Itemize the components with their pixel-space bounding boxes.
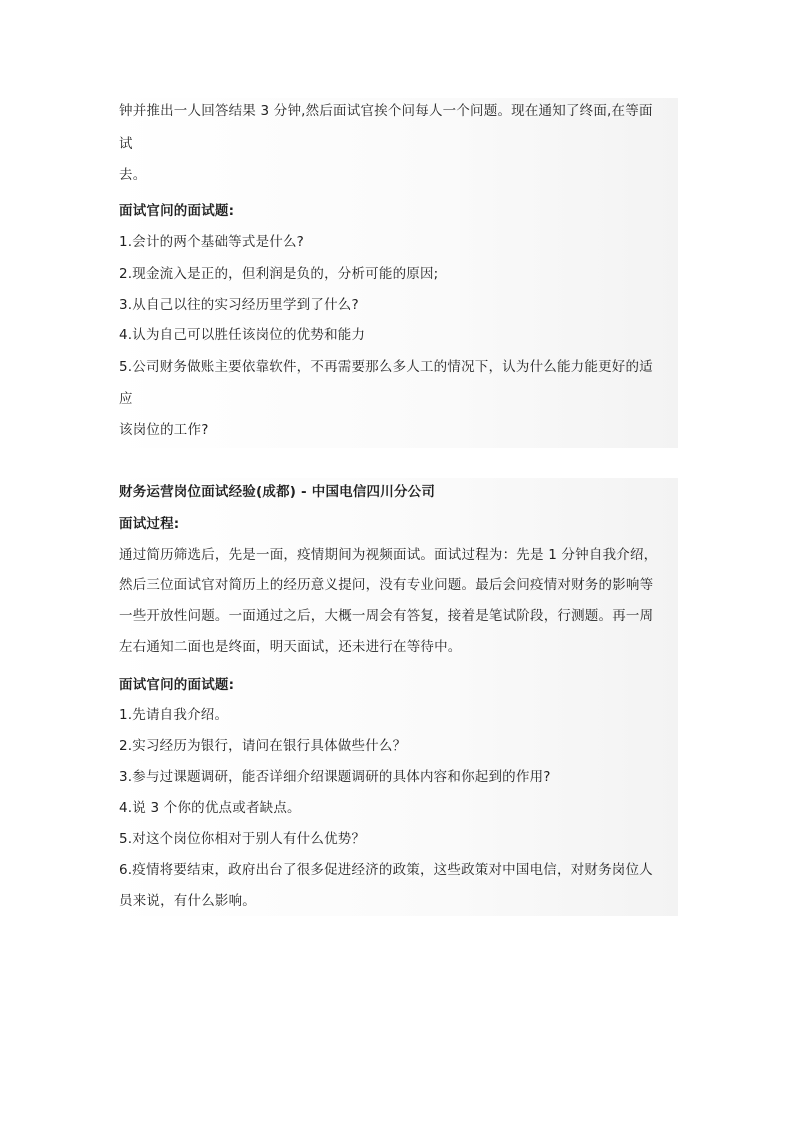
paragraph-line: 通过简历筛选后，先是一面，疫情期间为视频面试。面试过程为：先是 1 分钟自我介绍， (119, 547, 658, 563)
question-item: 3.参与过课题调研，能否详细介绍课题调研的具体内容和你起到的作用? (119, 769, 551, 785)
section2-background (112, 478, 678, 916)
paragraph-line: 试 (119, 136, 133, 152)
question-item: 5.公司财务做账主要依靠软件，不再需要那么多人工的情况下，认为什么能力能更好的适 (119, 359, 653, 375)
paragraph-line: 钟并推出一人回答结果 3 分钟,然后面试官挨个问每人一个问题。现在通知了终面,在等面 (119, 103, 653, 119)
section-heading: 面试官问的面试题: (119, 677, 235, 693)
question-item: 应 (119, 391, 133, 407)
question-item: 2.实习经历为银行，请问在银行具体做些什么？ (119, 738, 407, 754)
paragraph-line: 左右通知二面也是终面，明天面试，还未进行在等待中。 (119, 639, 462, 655)
question-item: 5.对这个岗位你相对于别人有什么优势？ (119, 831, 366, 847)
paragraph-line: 一些开放性问题。一面通过之后，大概一周会有答复，接着是笔试阶段，行测题。再一周 (119, 608, 654, 624)
question-item: 1.先请自我介绍。 (119, 707, 229, 723)
section-heading: 面试过程: (119, 516, 180, 532)
question-item: 4.说 3 个你的优点或者缺点。 (119, 800, 301, 816)
paragraph-line: 去。 (119, 167, 147, 183)
question-item: 3.从自己以往的实习经历里学到了什么? (119, 297, 359, 313)
question-item: 该岗位的工作? (119, 422, 209, 438)
question-item: 6.疫情将要结束，政府出台了很多促进经济的政策，这些政策对中国电信，对财务岗位人 (119, 862, 653, 878)
section-heading: 面试官问的面试题: (119, 203, 235, 219)
section-title: 财务运营岗位面试经验(成都) - 中国电信四川分公司 (119, 484, 436, 500)
question-item: 2.现金流入是正的，但利润是负的，分析可能的原因; (119, 266, 439, 282)
question-item: 4.认为自己可以胜任该岗位的优势和能力 (119, 327, 366, 343)
paragraph-line: 然后三位面试官对简历上的经历意义提问，没有专业问题。最后会问疫情对财务的影响等 (119, 577, 654, 593)
question-item: 1.会计的两个基础等式是什么? (119, 234, 305, 250)
question-item: 员来说，有什么影响。 (119, 893, 256, 909)
